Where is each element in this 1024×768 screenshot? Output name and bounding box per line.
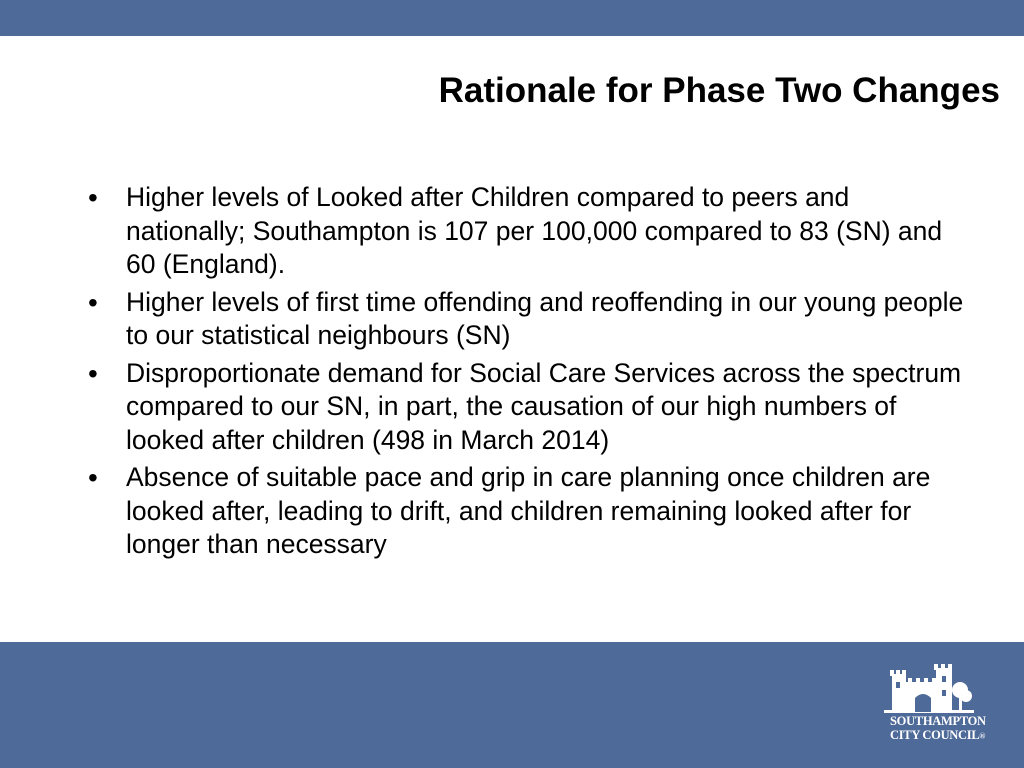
list-item	[88, 286, 968, 353]
bullet-text: Higher levels of first time offending and reoffending in our young people to our statistical neighbours (SN)	[126, 286, 964, 350]
bullet-text: Absence of suitable pace and grip in care planning once children are looked after, leading to drift, and children remaining looked after for longer than necessary	[126, 462, 931, 559]
list-item	[88, 181, 968, 282]
bullet-text: Disproportionate demand for Social Care Services across the spectrum compared to our SN, in part, the causation of our high numbers of looked after children (498 in March 2014)	[126, 357, 962, 455]
registered-mark: ®	[979, 731, 986, 741]
bullet-point-icon: •	[88, 462, 98, 493]
southampton-city-council-logo	[884, 660, 994, 750]
list-item	[88, 461, 968, 562]
footer-banner	[0, 642, 1024, 768]
slide-title: Rationale for Phase Two Changes	[438, 71, 1000, 110]
top-banner	[0, 0, 1024, 36]
bullet-point-icon: •	[88, 182, 98, 213]
logo-text-line2-label: CITY COUNCIL	[890, 728, 980, 742]
list-item	[88, 357, 968, 458]
bullet-list	[88, 181, 968, 566]
bullet-text: Higher levels of Looked after Children compared to peers and nationally; Southampton is 107 per 100,000 compared to 83 (SN) and 60 (England).	[126, 182, 943, 279]
castle-gate-icon	[884, 660, 974, 714]
logo-text-line2	[890, 728, 985, 743]
bullet-point-icon: •	[88, 357, 98, 389]
logo-text-line1: SOUTHAMPTON	[890, 714, 986, 728]
bullet-point-icon: •	[88, 286, 98, 318]
footer-light-band	[0, 605, 1024, 642]
